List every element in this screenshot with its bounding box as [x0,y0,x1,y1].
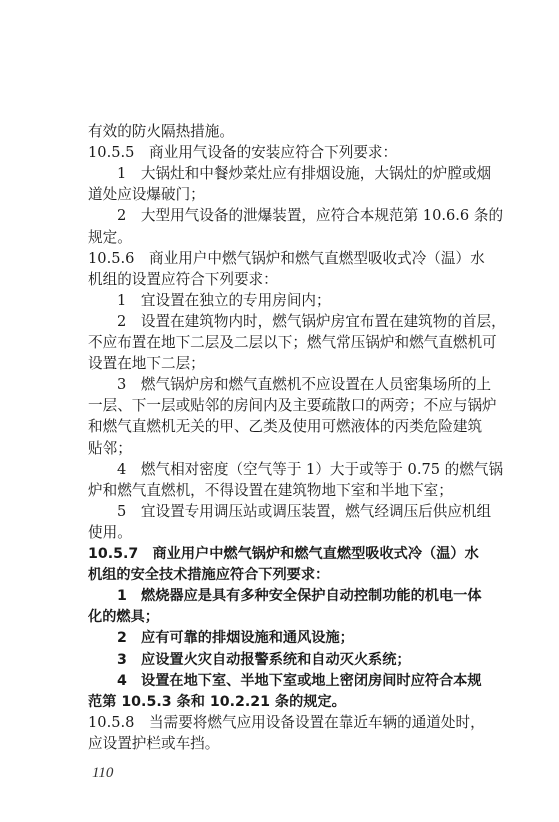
list-item: 4 设置在地下室、半地下室或地上密闭房间时应符合本规 [117,672,482,689]
clause-10-5-7-heading: 10.5.7 商业用户中燃气锅炉和燃气直燃型吸收式冷（温）水 [88,546,479,562]
list-item: 2 应有可靠的排烟设施和通风设施； [117,630,354,647]
text-line: 范第 10.5.3 条和 10.2.21 条的规定。 [88,693,346,710]
text-line: 不应布置在地下二层及二层以下；燃气常压锅炉和燃气直燃机可 [88,334,497,351]
text-line: 炉和燃气直燃机，不得设置在建筑物地下室和半地下室； [88,481,453,499]
page-number: 110 [92,765,114,781]
text-line: 和燃气直燃机无关的甲、乙类及使用可燃液体的丙类危险建筑 [88,418,483,436]
text-line: 化的燃具； [88,609,159,626]
text-line: 机组的安全技术措施应符合下列要求： [88,567,330,584]
text-line: 使用。 [88,523,132,541]
list-item: 1 宜设置在独立的专用房间内； [117,291,331,309]
clause-10-5-6-heading: 10.5.6 商业用户中燃气锅炉和燃气直燃型吸收式冷（温）水 [88,249,485,267]
text-line: 应设置护栏或车挡。 [88,734,220,752]
text-line: 机组的设置应符合下列要求： [88,270,278,288]
list-item: 4 燃气相对密度（空气等于 1）大于或等于 0.75 的燃气锅 [117,460,504,478]
list-item: 3 燃气锅炉房和燃气直燃机不应设置在人员密集场所的上 [117,376,492,394]
clause-10-5-8-heading: 10.5.8 当需要将燃气应用设备设置在靠近车辆的通道处时， [88,713,485,731]
text-line: 一层、下一层或贴邻的房间内及主要疏散口的两旁；不应与锅炉 [88,397,497,415]
text-line: 贴邻； [88,439,132,457]
text-line: 规定。 [88,228,132,246]
list-item: 1 燃烧器应是具有多种安全保护自动控制功能的机电一体 [117,588,482,605]
list-item: 3 应设置火灾自动报警系统和自动灭火系统； [117,651,411,668]
text-line: 有效的防火隔热措施。 [88,123,234,140]
list-item: 1 大锅灶和中餐炒菜灶应有排烟设施，大锅灶的炉膛或烟 [117,165,492,183]
text-line: 道处应设爆破门； [88,186,205,204]
list-item: 5 宜设置专用调压站或调压装置，燃气经调压后供应机组 [117,502,492,520]
list-item: 2 大型用气设备的泄爆装置，应符合本规范第 10.6.6 条的 [117,207,504,225]
clause-10-5-5-heading: 10.5.5 商业用气设备的安装应符合下列要求： [88,144,398,162]
list-item: 2 设置在建筑物内时，燃气锅炉房宜布置在建筑物的首层， [117,312,506,330]
text-line: 设置在地下二层； [88,355,205,373]
